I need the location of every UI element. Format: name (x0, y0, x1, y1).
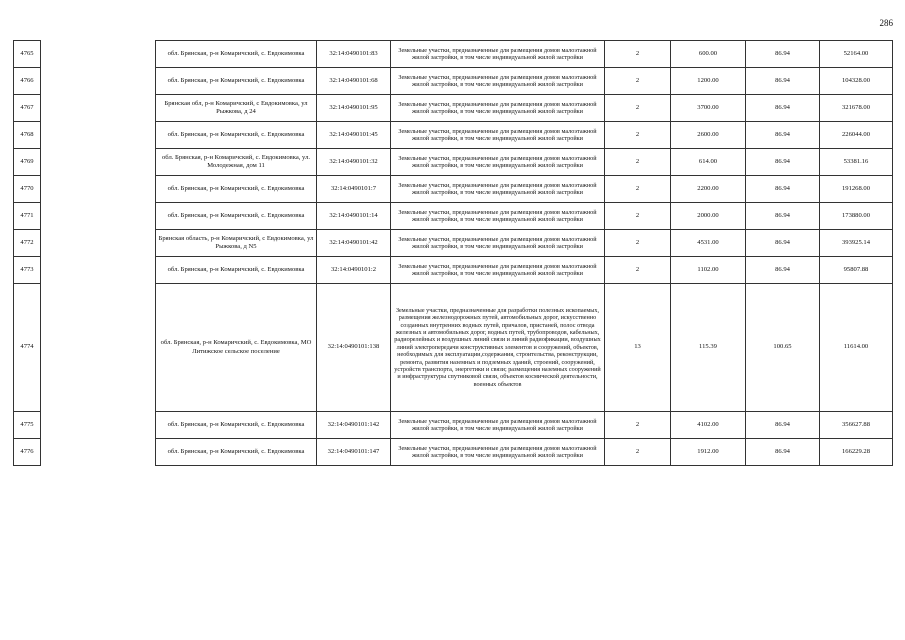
address-cell: обл. Брянская, р-н Комаричский, с. Евдокимовка (156, 122, 317, 149)
row-number-row (14, 257, 41, 284)
table-row (156, 41, 893, 68)
cadastral-number-cell: 32:14:0490101:68 (317, 68, 391, 95)
land-purpose-cell: Земельные участки, предназначенные для размещения домов малоэтажной жилой застройки, в том числе индивидуальной жилой застройки (391, 68, 605, 95)
group-number-cell: 2 (605, 412, 671, 439)
cadastral-number-cell: 32:14:0490101:83 (317, 41, 391, 68)
table-row (156, 176, 893, 203)
table-row (156, 122, 893, 149)
cadastral-value-cell: 226044.00 (820, 122, 893, 149)
table-row (156, 230, 893, 257)
row-number-cell: 4766 (14, 68, 41, 95)
cadastral-value-cell: 52164.00 (820, 41, 893, 68)
cadastral-value-cell: 53381.16 (820, 149, 893, 176)
area-cell: 2200.00 (671, 176, 746, 203)
row-number-row (14, 122, 41, 149)
cadastral-number-cell: 32:14:0490101:138 (317, 284, 391, 412)
area-cell: 1102.00 (671, 257, 746, 284)
rate-cell: 86.94 (746, 68, 820, 95)
group-number-cell: 13 (605, 284, 671, 412)
address-cell: обл. Брянская, р-н Комаричский, с. Евдокимовка (156, 203, 317, 230)
row-number-column (13, 40, 41, 466)
land-purpose-cell: Земельные участки, предназначенные для размещения домов малоэтажной жилой застройки, в том числе индивидуальной жилой застройки (391, 95, 605, 122)
group-number-cell: 2 (605, 230, 671, 257)
table-row (156, 439, 893, 466)
land-purpose-cell: Земельные участки, предназначенные для размещения домов малоэтажной жилой застройки, в том числе индивидуальной жилой застройки (391, 439, 605, 466)
area-cell: 1200.00 (671, 68, 746, 95)
land-purpose-cell: Земельные участки, предназначенные для размещения домов малоэтажной жилой застройки, в том числе индивидуальной жилой застройки (391, 41, 605, 68)
cadastral-number-cell: 32:14:0490101:42 (317, 230, 391, 257)
area-cell: 3700.00 (671, 95, 746, 122)
area-cell: 4102.00 (671, 412, 746, 439)
address-cell: обл. Брянская, р-н Комаричский, с. Евдокимовка (156, 412, 317, 439)
rate-cell: 86.94 (746, 149, 820, 176)
land-purpose-cell: Земельные участки, предназначенные для разработки полезных ископаемых, размещения железнодорожных путей, автомобильных дорог, искусственно созданных внутренних водных путей, причалов, пристаней, полос отвода железных и автомобильных дорог, водных путей, трубопроводов, кабельных, радиорелейных и воздушных линий связи и линий радиофикации, воздушных линий электропередачи конструктивных элементов и сооружений, объектов, необходимых для эксплуатации,содержания, строительства, реконструкции, ремонта, развития наземных и подземных зданий, строений, сооружений, устройств транспорта, энергетики и связи; размещения наземных сооружений и инфраструктуры спутниковой связи, объектов космической деятельности, военных объектов (391, 284, 605, 412)
address-cell: обл. Брянская, р-н Комаричский, с. Евдокимовка, МО Литижское сельское поселение (156, 284, 317, 412)
table-row (156, 68, 893, 95)
address-cell: обл. Брянская, р-н Комаричский, с. Евдокимовка (156, 257, 317, 284)
cadastral-number-cell: 32:14:0490101:2 (317, 257, 391, 284)
row-number-row (14, 439, 41, 466)
land-purpose-cell: Земельные участки, предназначенные для размещения домов малоэтажной жилой застройки, в том числе индивидуальной жилой застройки (391, 122, 605, 149)
land-purpose-cell: Земельные участки, предназначенные для размещения домов малоэтажной жилой застройки, в том числе индивидуальной жилой застройки (391, 412, 605, 439)
cadastral-value-cell: 173880.00 (820, 203, 893, 230)
area-cell: 115.39 (671, 284, 746, 412)
group-number-cell: 2 (605, 176, 671, 203)
group-number-cell: 2 (605, 41, 671, 68)
row-number-row (14, 149, 41, 176)
land-plots-table (155, 40, 893, 466)
group-number-cell: 2 (605, 439, 671, 466)
row-number-cell: 4771 (14, 203, 41, 230)
address-cell: обл. Брянская, р-н Комаричский, с. Евдокимовка, ул. Молодежная, дом 11 (156, 149, 317, 176)
rate-cell: 86.94 (746, 412, 820, 439)
row-number-cell: 4769 (14, 149, 41, 176)
row-number-row (14, 412, 41, 439)
cadastral-number-cell: 32:14:0490101:142 (317, 412, 391, 439)
table-row (156, 95, 893, 122)
rate-cell: 86.94 (746, 439, 820, 466)
row-number-cell: 4770 (14, 176, 41, 203)
area-cell: 2600.00 (671, 122, 746, 149)
cadastral-number-cell: 32:14:0490101:32 (317, 149, 391, 176)
row-number-row (14, 284, 41, 412)
cadastral-number-cell: 32:14:0490101:14 (317, 203, 391, 230)
cadastral-value-cell: 321678.00 (820, 95, 893, 122)
row-number-row (14, 203, 41, 230)
land-purpose-cell: Земельные участки, предназначенные для размещения домов малоэтажной жилой застройки, в том числе индивидуальной жилой застройки (391, 203, 605, 230)
group-number-cell: 2 (605, 68, 671, 95)
cadastral-value-cell: 104328.00 (820, 68, 893, 95)
row-number-cell: 4774 (14, 284, 41, 412)
row-number-cell: 4768 (14, 122, 41, 149)
rate-cell: 100.65 (746, 284, 820, 412)
row-number-row (14, 176, 41, 203)
table-row (156, 257, 893, 284)
cadastral-value-cell: 95807.88 (820, 257, 893, 284)
address-cell: обл. Брянская, р-н Комаричский, с. Евдокимовка (156, 176, 317, 203)
row-number-cell: 4773 (14, 257, 41, 284)
rate-cell: 86.94 (746, 95, 820, 122)
land-purpose-cell: Земельные участки, предназначенные для размещения домов малоэтажной жилой застройки, в том числе индивидуальной жилой застройки (391, 176, 605, 203)
group-number-cell: 2 (605, 203, 671, 230)
rate-cell: 86.94 (746, 176, 820, 203)
area-cell: 4531.00 (671, 230, 746, 257)
table-row (156, 149, 893, 176)
address-cell: Брянская обл, р-н Комаричский, с Евдокимовка, ул Рыжкова, д 24 (156, 95, 317, 122)
row-number-row (14, 41, 41, 68)
land-purpose-cell: Земельные участки, предназначенные для размещения домов малоэтажной жилой застройки, в том числе индивидуальной жилой застройки (391, 230, 605, 257)
cadastral-value-cell: 356627.88 (820, 412, 893, 439)
group-number-cell: 2 (605, 122, 671, 149)
cadastral-number-cell: 32:14:0490101:45 (317, 122, 391, 149)
area-cell: 614.00 (671, 149, 746, 176)
table-row (156, 412, 893, 439)
row-number-cell: 4776 (14, 439, 41, 466)
row-number-row (14, 95, 41, 122)
rate-cell: 86.94 (746, 230, 820, 257)
rate-cell: 86.94 (746, 257, 820, 284)
address-cell: Брянская область, р-н Комаричский, с Евдокимовка, ул Рыжкова, д N5 (156, 230, 317, 257)
cadastral-number-cell: 32:14:0490101:147 (317, 439, 391, 466)
cadastral-value-cell: 166229.28 (820, 439, 893, 466)
cadastral-value-cell: 191268.00 (820, 176, 893, 203)
address-cell: обл. Брянская, р-н Комаричский, с. Евдокимовка (156, 68, 317, 95)
rate-cell: 86.94 (746, 41, 820, 68)
group-number-cell: 2 (605, 149, 671, 176)
group-number-cell: 2 (605, 257, 671, 284)
area-cell: 2000.00 (671, 203, 746, 230)
table-row (156, 203, 893, 230)
land-purpose-cell: Земельные участки, предназначенные для размещения домов малоэтажной жилой застройки, в том числе индивидуальной жилой застройки (391, 257, 605, 284)
address-cell: обл. Брянская, р-н Комаричский, с. Евдокимовка (156, 41, 317, 68)
row-number-cell: 4772 (14, 230, 41, 257)
row-number-row (14, 68, 41, 95)
cadastral-number-cell: 32:14:0490101:7 (317, 176, 391, 203)
cadastral-value-cell: 393925.14 (820, 230, 893, 257)
rate-cell: 86.94 (746, 122, 820, 149)
land-purpose-cell: Земельные участки, предназначенные для размещения домов малоэтажной жилой застройки, в том числе индивидуальной жилой застройки (391, 149, 605, 176)
row-number-cell: 4767 (14, 95, 41, 122)
row-number-cell: 4765 (14, 41, 41, 68)
area-cell: 1912.00 (671, 439, 746, 466)
page-number: 286 (879, 18, 893, 28)
row-number-cell: 4775 (14, 412, 41, 439)
area-cell: 600.00 (671, 41, 746, 68)
group-number-cell: 2 (605, 95, 671, 122)
address-cell: обл. Брянская, р-н Комаричский, с. Евдокимовка (156, 439, 317, 466)
rate-cell: 86.94 (746, 203, 820, 230)
row-number-row (14, 230, 41, 257)
table-row (156, 284, 893, 412)
cadastral-value-cell: 11614.00 (820, 284, 893, 412)
cadastral-number-cell: 32:14:0490101:95 (317, 95, 391, 122)
